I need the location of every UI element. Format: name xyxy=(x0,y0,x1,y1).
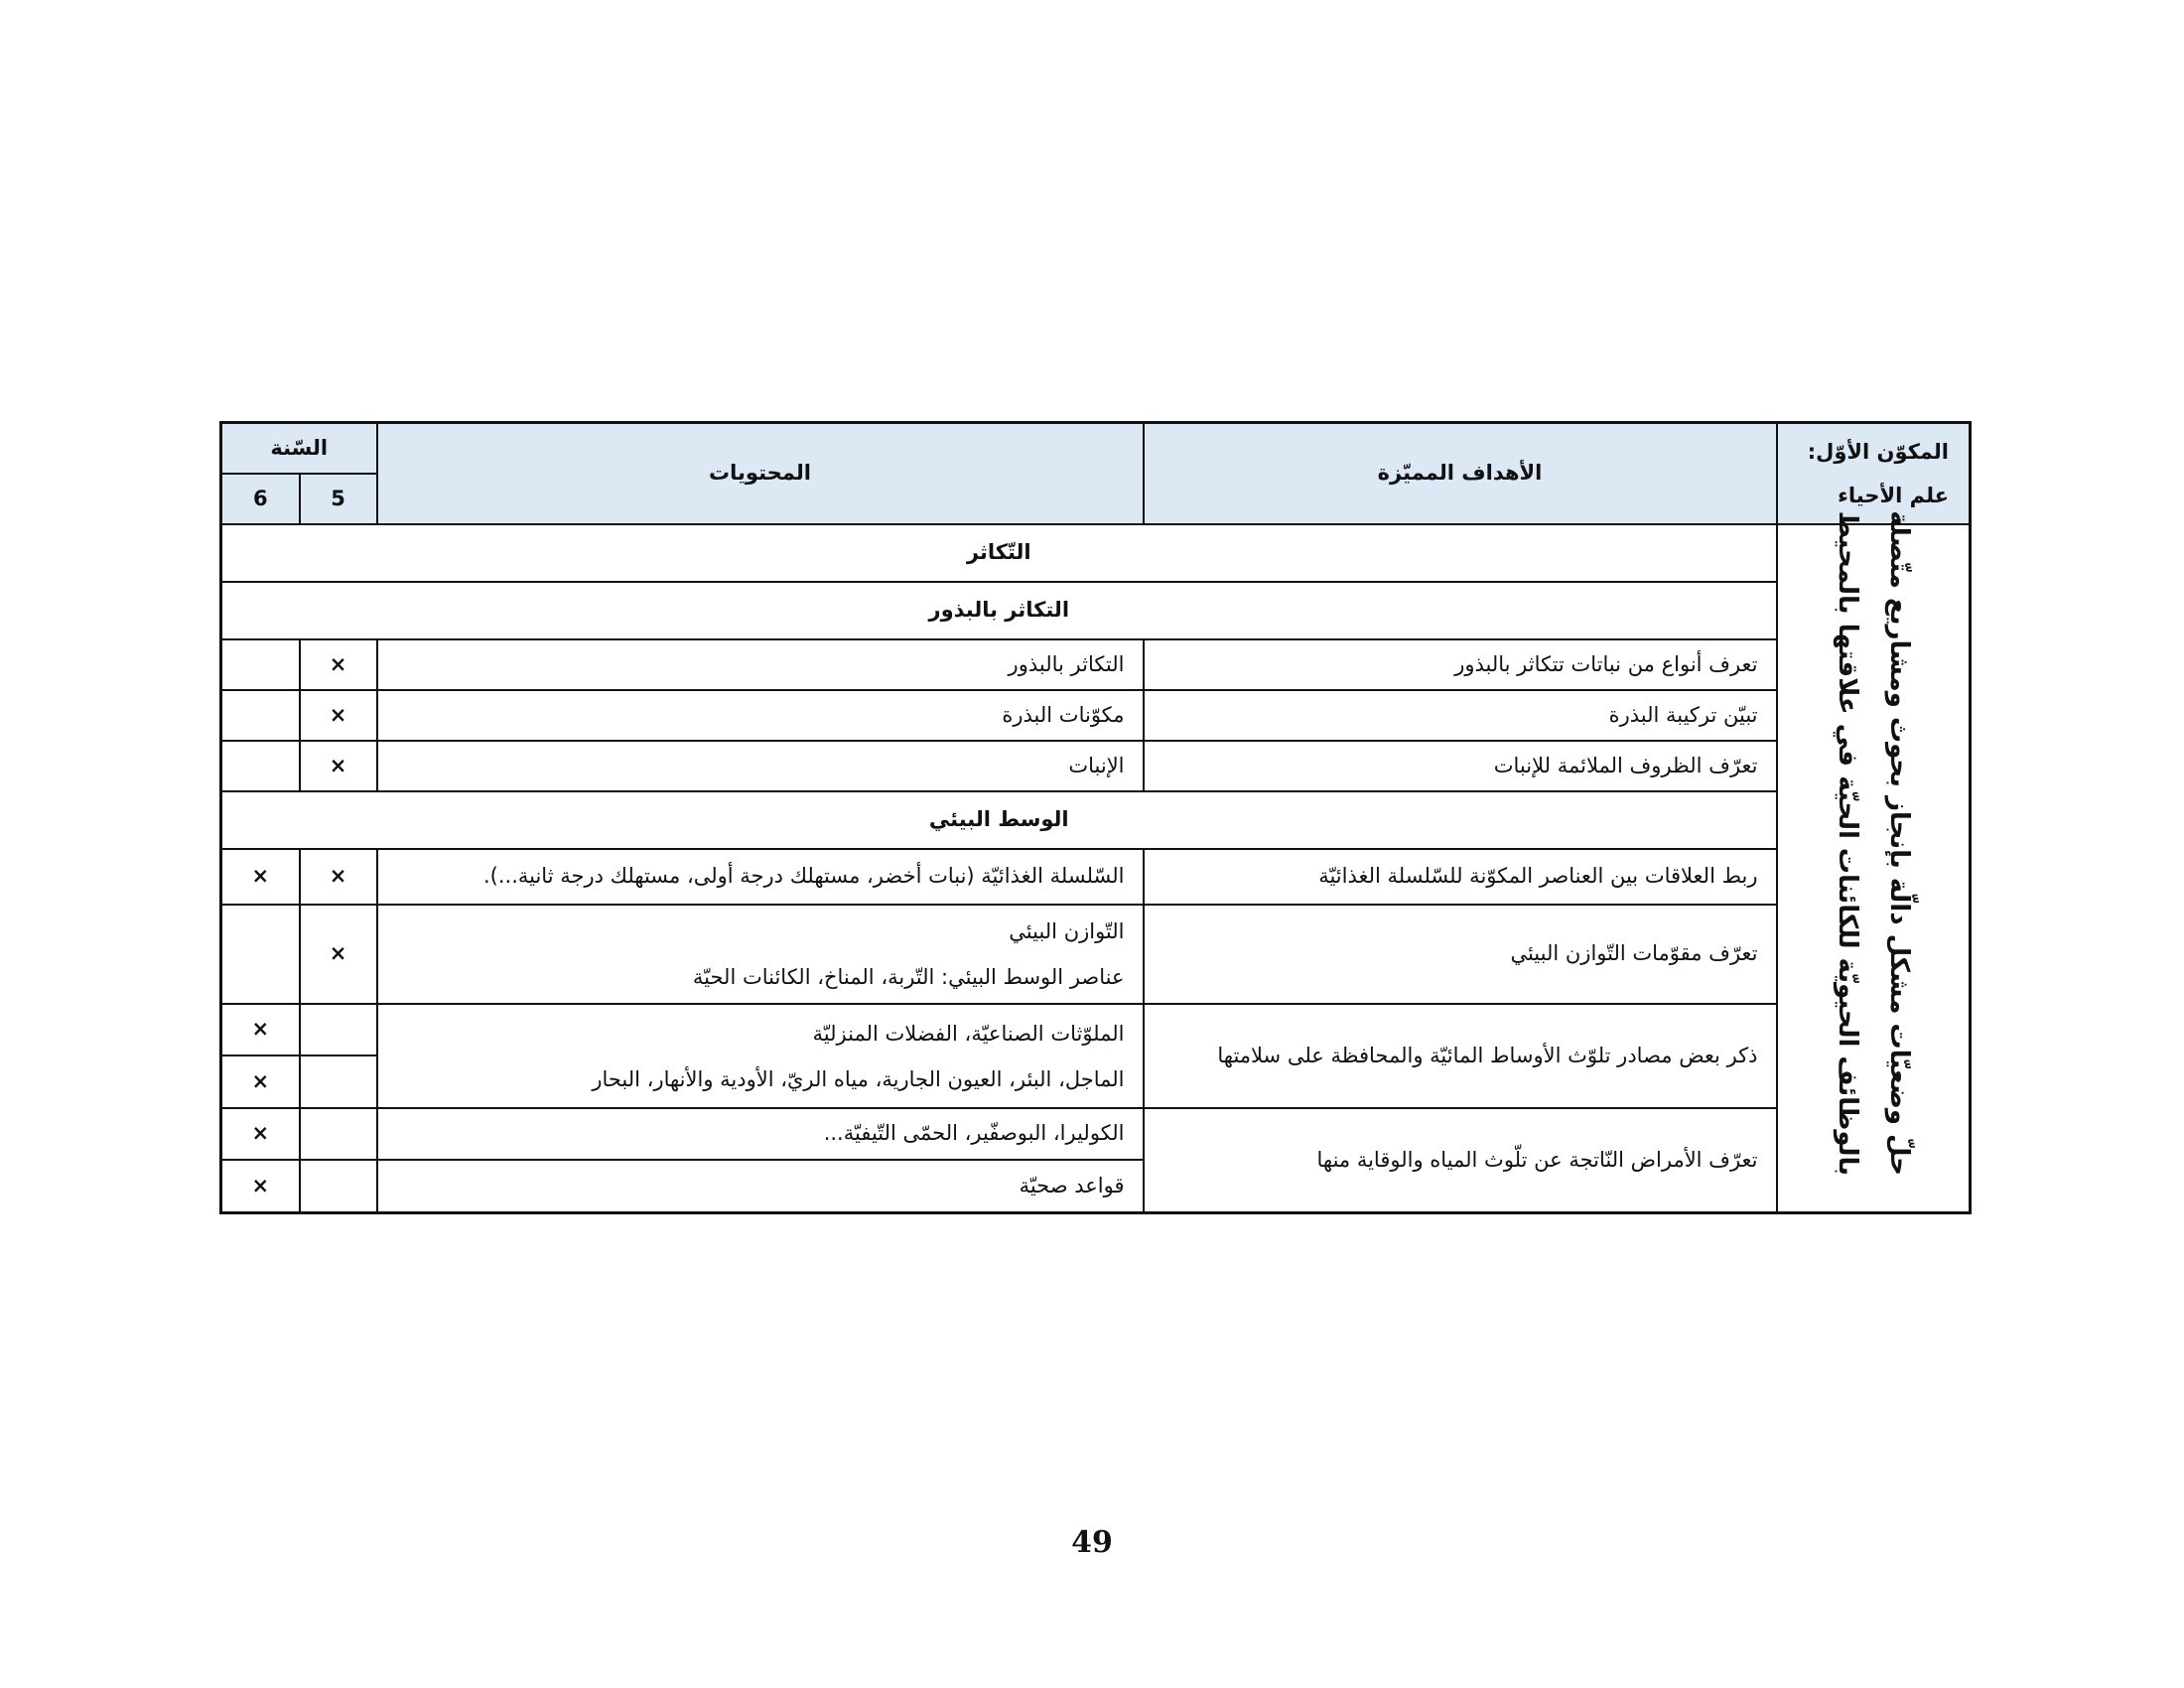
section-title-environment: الوسط البيئي xyxy=(221,791,1777,849)
component-subtitle: علم الأحياء xyxy=(1838,484,1950,507)
content-cell: التكاثر بالبذور xyxy=(377,639,1144,690)
content-cell xyxy=(377,905,1144,1004)
content-cell: الكوليرا، البوصفّير، الحمّى التّيفيّة... xyxy=(377,1108,1144,1160)
table-row xyxy=(221,690,1971,741)
year-6-cell xyxy=(221,905,300,1004)
objective-cell: تعرّف مقوّمات التّوازن البيئي xyxy=(1144,905,1777,1004)
content-cell: الإنبات xyxy=(377,741,1144,791)
content-cell xyxy=(377,1004,1144,1108)
contents-header: المحتويات xyxy=(377,423,1144,525)
page-number: 49 xyxy=(1071,1525,1113,1560)
description-line-2: بالوظائف الحيويّة للكائنات الحيّة في علاقتها بالمحيط xyxy=(1832,510,1862,1177)
year-6-mark: × xyxy=(221,849,300,905)
year-6-mark: × xyxy=(221,1004,300,1055)
objective-cell: ذكر بعض مصادر تلوّث الأوساط المائيّة والمحافظة على سلامتها xyxy=(1144,1004,1777,1108)
year-5-cell xyxy=(300,1160,377,1212)
table-row xyxy=(221,905,1971,1004)
year-5-mark: × xyxy=(300,639,377,690)
objective-cell: تبيّن تركيبة البذرة xyxy=(1144,690,1777,741)
table-row xyxy=(221,639,1971,690)
table-row xyxy=(221,1108,1971,1160)
section-row xyxy=(221,582,1971,639)
content-line: عناصر الوسط البيئي: التّربة، المناخ، الكائنات الحيّة xyxy=(692,965,1125,989)
year-6-mark: × xyxy=(221,1160,300,1212)
year-6-cell xyxy=(221,741,300,791)
table-row xyxy=(221,1004,1971,1055)
section-row xyxy=(221,524,1971,582)
curriculum-table xyxy=(219,421,1972,1214)
year-5-mark: × xyxy=(300,741,377,791)
year-5-mark: × xyxy=(300,690,377,741)
content-line: التّوازن البيئي xyxy=(1009,919,1125,943)
year-5-mark: × xyxy=(300,849,377,905)
year-6-header: 6 xyxy=(221,474,300,524)
section-row xyxy=(221,791,1971,849)
component-title: المكوّن الأوّل: xyxy=(1807,440,1950,464)
year-6-mark: × xyxy=(221,1108,300,1160)
year-5-mark: × xyxy=(300,905,377,1004)
objective-cell: تعرّف الظروف الملائمة للإنبات xyxy=(1144,741,1777,791)
content-line: الملوّثات الصناعيّة، الفضلات المنزليّة xyxy=(812,1021,1125,1046)
description-line-1: حلّ وضعيّات مشكل دالّة بإنجاز بحوث ومشاريع متّصلة xyxy=(1883,510,1914,1177)
year-6-cell xyxy=(221,690,300,741)
year-5-cell xyxy=(300,1055,377,1108)
year-5-cell xyxy=(300,1004,377,1055)
component-description-text xyxy=(1822,510,1925,1177)
content-cell: قواعد صحيّة xyxy=(377,1160,1144,1212)
content-cell: مكوّنات البذرة xyxy=(377,690,1144,741)
year-6-cell xyxy=(221,639,300,690)
year-5-header: 5 xyxy=(300,474,377,524)
objective-cell: تعرّف الأمراض النّاتجة عن تلّوث المياه والوقاية منها xyxy=(1144,1108,1777,1212)
objective-cell: تعرف أنواع من نباتات تتكاثر بالبذور xyxy=(1144,639,1777,690)
table-row xyxy=(221,741,1971,791)
year-6-mark: × xyxy=(221,1055,300,1108)
objective-cell: ربط العلاقات بين العناصر المكوّنة للسّلسلة الغذائيّة xyxy=(1144,849,1777,905)
component-description xyxy=(1777,510,1971,1212)
header-row xyxy=(221,423,1971,475)
objectives-header: الأهداف المميّزة xyxy=(1144,423,1777,525)
year-5-cell xyxy=(300,1108,377,1160)
year-header: السّنة xyxy=(221,423,377,475)
content-cell: السّلسلة الغذائيّة (نبات أخضر، مستهلك درجة أولى، مستهلك درجة ثانية...). xyxy=(377,849,1144,905)
component-header xyxy=(1777,423,1971,525)
section-title-seed-reproduction: التكاثر بالبذور xyxy=(221,582,1777,639)
section-title-reproduction: التّكاثر xyxy=(221,524,1777,582)
table-row xyxy=(221,849,1971,905)
content-line: الماجل، البئر، العيون الجارية، مياه الريّ، الأودية والأنهار، البحار xyxy=(592,1066,1125,1091)
